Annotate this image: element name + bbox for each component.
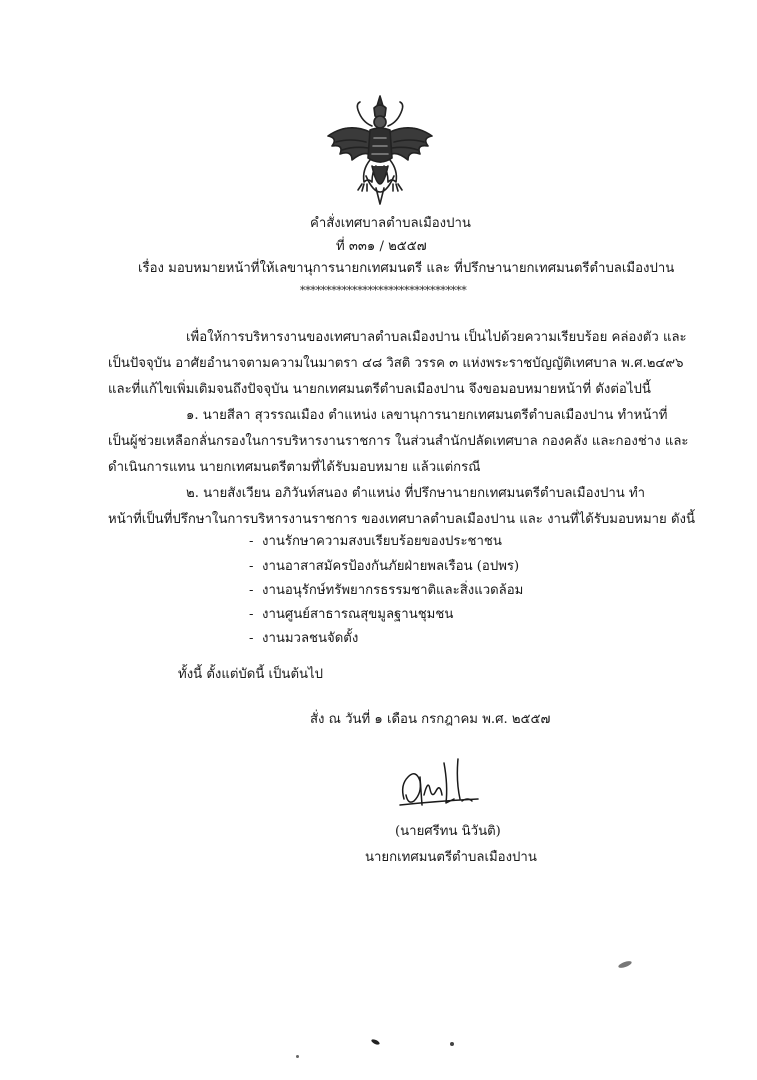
intro-line-1: เพื่อให้การบริหารงานของเทศบาลตำบลเมืองปาน เป็นไปด้วยความเรียบร้อย คล่องตัว และ xyxy=(186,330,687,345)
handwritten-signature xyxy=(398,755,488,815)
order-title: คำสั่งเทศบาลตำบลเมืองปาน xyxy=(310,216,471,231)
order-date: สั่ง ณ วันที่ ๑ เดือน กรกฎาคม พ.ศ. ๒๕๕๗ xyxy=(310,712,551,727)
item1-line-3: ดำเนินการแทน นายกเทศมนตรีตามที่ได้รับมอบหมาย แล้วแต่กรณี xyxy=(108,460,481,475)
duty-label: งานมวลชนจัดตั้ง xyxy=(262,631,359,646)
scan-speck xyxy=(296,1055,299,1058)
scan-speck xyxy=(618,960,633,969)
item2-line-2: หน้าที่เป็นที่ปรึกษาในการบริหารงานราชการ ของเทศบาลตำบลเมืองปาน และ งานที่ได้รับมอบหมาย ดังนี้ xyxy=(108,512,695,527)
scan-speck xyxy=(371,1038,381,1045)
intro-line-2: เป็นปัจจุบัน อาศัยอำนาจตามความในมาตรา ๔๘ วิสติ วรรค ๓ แห่งพระราชบัญญัติเทศบาล พ.ศ.๒๔๙๖ xyxy=(108,356,684,371)
duty-label: งานอนุรักษ์ทรัพยากรธรรมชาติและสิ่งแวดล้อม xyxy=(262,583,524,598)
item1-line-2: เป็นผู้ช่วยเหลือกลั่นกรองในการบริหารงานราชการ ในส่วนสำนักปลัดเทศบาล กองคลัง และกองช่าง และ xyxy=(108,434,689,449)
order-number: ที่ ๓๓๑ / ๒๕๕๗ xyxy=(336,239,427,254)
effective-statement: ทั้งนี้ ตั้งแต่บัดนี้ เป็นต้นไป xyxy=(178,667,324,682)
bullet-dash: - xyxy=(249,559,254,574)
duty-label: งานอาสาสมัครป้องกันภัยฝ่ายพลเรือน (อปพร) xyxy=(262,559,520,574)
bullet-dash: - xyxy=(249,534,254,549)
duty-label: งานศูนย์สาธารณสุขมูลฐานชุมชน xyxy=(262,607,454,622)
separator-line: ******************************** xyxy=(300,284,467,297)
bullet-dash: - xyxy=(249,583,254,598)
item2-line-1: ๒. นายสังเวียน อภิวันท์สนอง ตำแหน่ง ที่ปรึกษานายกเทศมนตรีตำบลเมืองปาน ทำ xyxy=(186,486,646,501)
item1-line-1: ๑. นายสีลา สุวรรณเมือง ตำแหน่ง เลขานุการนายกเทศมนตรีตำบลเมืองปาน ทำหน้าที่ xyxy=(186,408,668,423)
signatory-name: (นายศรีทน นิวันติ) xyxy=(395,824,501,839)
garuda-emblem xyxy=(322,92,438,210)
signatory-position: นายกเทศมนตรีตำบลเมืองปาน xyxy=(365,850,537,865)
scan-speck xyxy=(450,1042,454,1046)
duty-label: งานรักษาความสงบเรียบร้อยของประชาชน xyxy=(262,534,502,549)
bullet-dash: - xyxy=(249,631,254,646)
order-subject: เรื่อง มอบหมายหน้าที่ให้เลขานุการนายกเทศมนตรี และ ที่ปรึกษานายกเทศมนตรีตำบลเมืองปาน xyxy=(138,261,675,276)
intro-line-3: และที่แก้ไขเพิ่มเติมจนถึงปัจจุบัน นายกเทศมนตรีตำบลเมืองปาน จึงขอมอบหมายหน้าที่ ดังต่อไปนี้ xyxy=(108,382,651,397)
bullet-dash: - xyxy=(249,607,254,622)
